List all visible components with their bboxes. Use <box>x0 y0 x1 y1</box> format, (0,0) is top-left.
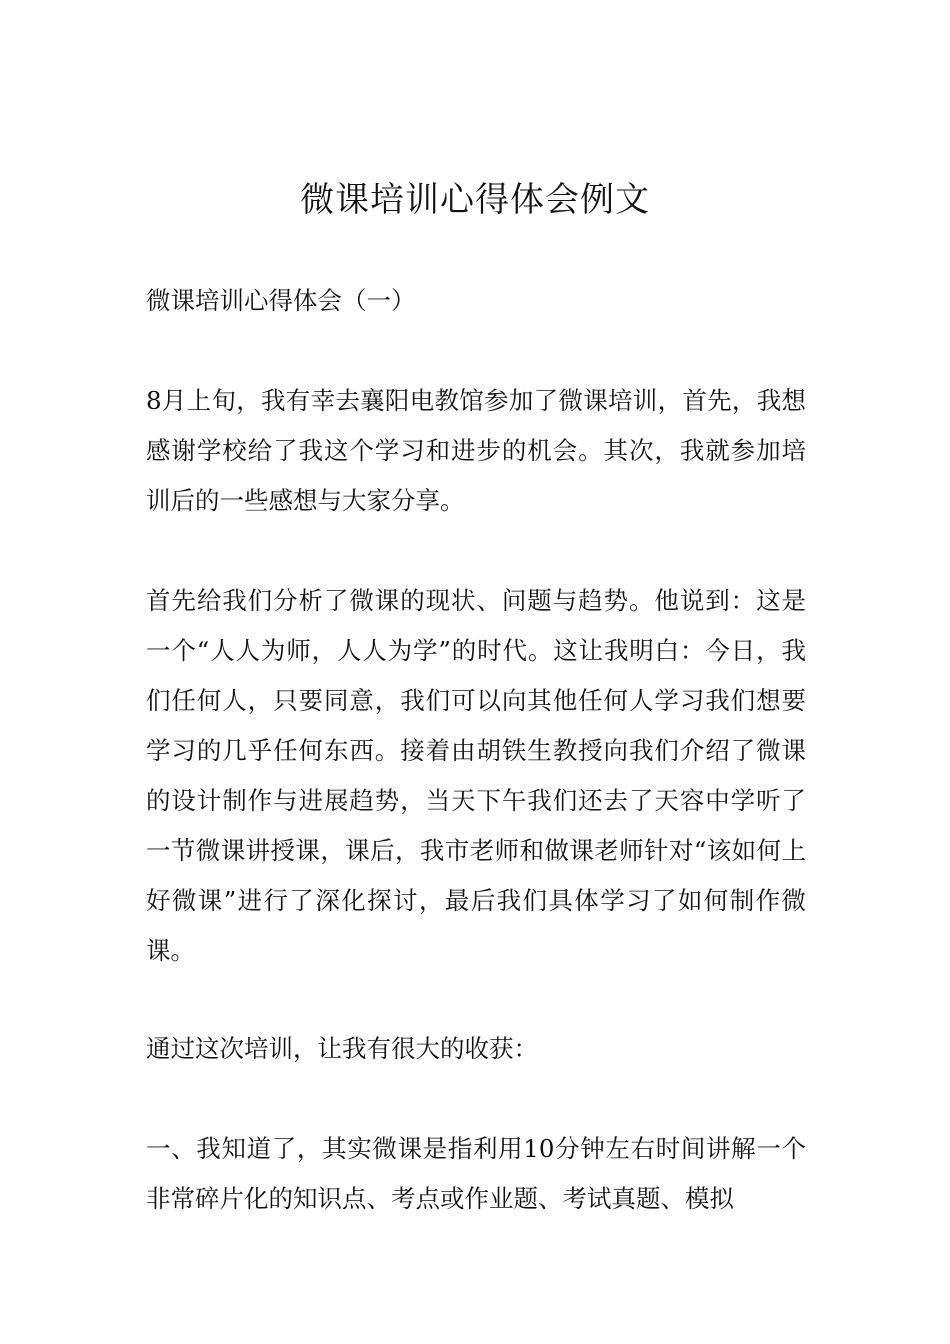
paragraph-1: 8月上旬，我有幸去襄阳电教馆参加了微课培训，首先，我想感谢学校给了我这个学习和进步的机会。其次，我就参加培训后的一些感想与大家分享。 <box>146 386 806 515</box>
paragraph-2: 首先给我们分析了微课的现状、问题与趋势。他说到：这是一个“人人为师，人人为学”的时代。这让我明白：今日，我们任何人，只要同意，我们可以向其他任何人学习我们想要学习的几乎任何东西。接着由胡铁生教授向我们介绍了微课的设计制作与进展趋势，当天下午我们还去了天容中学听了一节微课讲授课，课后，我市老师和做课老师针对“该如何上好微课”进行了深化探讨，最后我们具体学习了如何制作微课。 <box>146 586 806 965</box>
document-title: 微课培训心得体会例文 <box>300 180 650 220</box>
paragraph-4: 一、我知道了，其实微课是指利用10分钟左右时间讲解一个非常碎片化的知识点、考点或作业题、考试真题、模拟 <box>146 1134 806 1213</box>
paragraph-3: 通过这次培训，让我有很大的收获： <box>146 1034 538 1063</box>
section-heading: 微课培训心得体会（一） <box>146 286 416 315</box>
